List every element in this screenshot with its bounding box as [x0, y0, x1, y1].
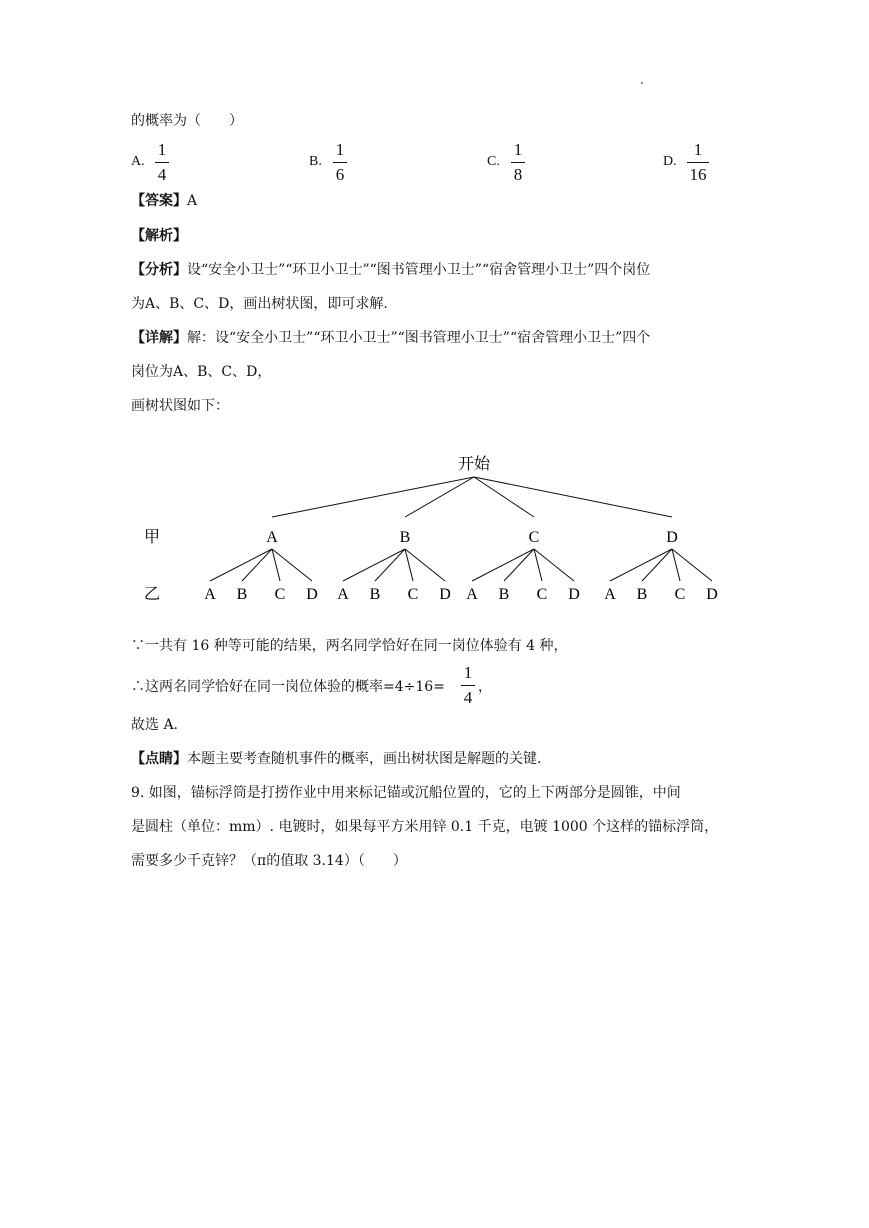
tree-leaf-a-a: A [204, 586, 216, 603]
tree-leaf-c-c: C [536, 586, 548, 603]
answer-tag: 【答案】 [131, 193, 187, 209]
fenxi-tag: 【分析】 [131, 262, 187, 278]
row-label-jia: 甲 [144, 529, 161, 546]
tree-node-jia-c: C [528, 529, 540, 546]
xiangjie-text-1: 解：设“安全小卫士”“环卫小卫士”“图书管理小卫士”“宿舍管理小卫士”四个 [187, 330, 651, 346]
tree-root-label: 开始 [457, 456, 491, 473]
tree-leaf-c-d: D [568, 586, 580, 603]
tree-intro: 画树状图如下： [131, 398, 229, 414]
therefore-numerator: 1 [463, 663, 473, 682]
option-b-denominator: 6 [335, 165, 345, 184]
tree-node-jia-a: A [266, 529, 278, 546]
tree-leaf-d-b: B [636, 586, 648, 603]
answer-value: A [187, 193, 198, 209]
tree-leaf-a-d: D [306, 586, 318, 603]
dianjing-line [131, 749, 541, 769]
fenxi-line-2: 为A、B、C、D，画出树状图，即可求解. [131, 296, 388, 312]
tree-leaf-b-c: C [407, 586, 419, 603]
choice-line: 故选 A. [131, 717, 179, 733]
tree-leaf-c-a: A [466, 586, 478, 603]
tree-leaf-c-b: B [498, 586, 510, 603]
tree-leaf-a-c: C [274, 586, 286, 603]
question-stem-tail: 的概率为（ ） [131, 113, 243, 129]
tree-branches [210, 477, 712, 581]
option-d-numerator: 1 [693, 140, 703, 159]
therefore-prefix: ∴这两名同学恰好在同一岗位体验的概率=4÷16= [131, 679, 445, 695]
option-b-numerator: 1 [335, 140, 345, 159]
question9-line-1: 9. 如图，锚标浮筒是打捞作业中用来标记锚或沉船位置的，它的上下两部分是圆锥，中间 [131, 785, 681, 801]
dianjing-tag: 【点睛】 [131, 751, 187, 767]
therefore-denominator: 4 [463, 688, 473, 707]
option-c-label: C. [487, 154, 500, 169]
option-d-denominator: 16 [689, 165, 707, 184]
because-line: ∵一共有 16 种等可能的结果，两名同学恰好在同一岗位体验有 4 种， [131, 638, 568, 654]
option-a-denominator: 4 [157, 165, 167, 184]
tree-leaf-d-d: D [706, 586, 718, 603]
tree-node-jia-b: B [399, 529, 411, 546]
therefore-line [131, 677, 445, 697]
tree-level-2 [204, 586, 718, 603]
option-a-numerator: 1 [157, 140, 167, 159]
dianjing-text: 本题主要考查随机事件的概率，画出树状图是解题的关键. [187, 751, 542, 767]
tree-leaf-b-a: A [337, 586, 349, 603]
option-c-denominator: 8 [513, 165, 523, 184]
row-label-yi: 乙 [144, 586, 161, 603]
question9-line-2: 是圆柱（单位：mm）. 电镀时，如果每平方米用锌 0.1 千克，电镀 1000 个这样的锚标浮筒， [131, 819, 719, 835]
tree-leaf-b-b: B [369, 586, 381, 603]
xiangjie-tag: 【详解】 [131, 330, 187, 346]
tree-leaf-d-c: C [674, 586, 686, 603]
analysis-tag: 【解析】 [131, 228, 187, 244]
option-c-numerator: 1 [513, 140, 523, 159]
tree-leaf-d-a: A [604, 586, 616, 603]
therefore-suffix: ， [478, 679, 492, 695]
question9-line-3: 需要多少千克锌？（π的值取 3.14）（ ） [131, 853, 407, 869]
tree-level-1 [266, 529, 678, 546]
tree-node-jia-d: D [666, 529, 678, 546]
xiangjie-line-2: 岗位为A、B、C、D， [131, 364, 272, 380]
fraction-bar [461, 685, 475, 686]
option-d-label: D. [663, 154, 677, 169]
option-b-label: B. [309, 154, 322, 169]
option-a-label: A. [131, 154, 145, 169]
fenxi-text-1: 设“安全小卫士”“环卫小卫士”“图书管理小卫士”“宿舍管理小卫士”四个岗位 [187, 262, 651, 278]
therefore-fraction [461, 663, 475, 708]
tree-leaf-b-d: D [439, 586, 451, 603]
tree-leaf-a-b: B [236, 586, 248, 603]
